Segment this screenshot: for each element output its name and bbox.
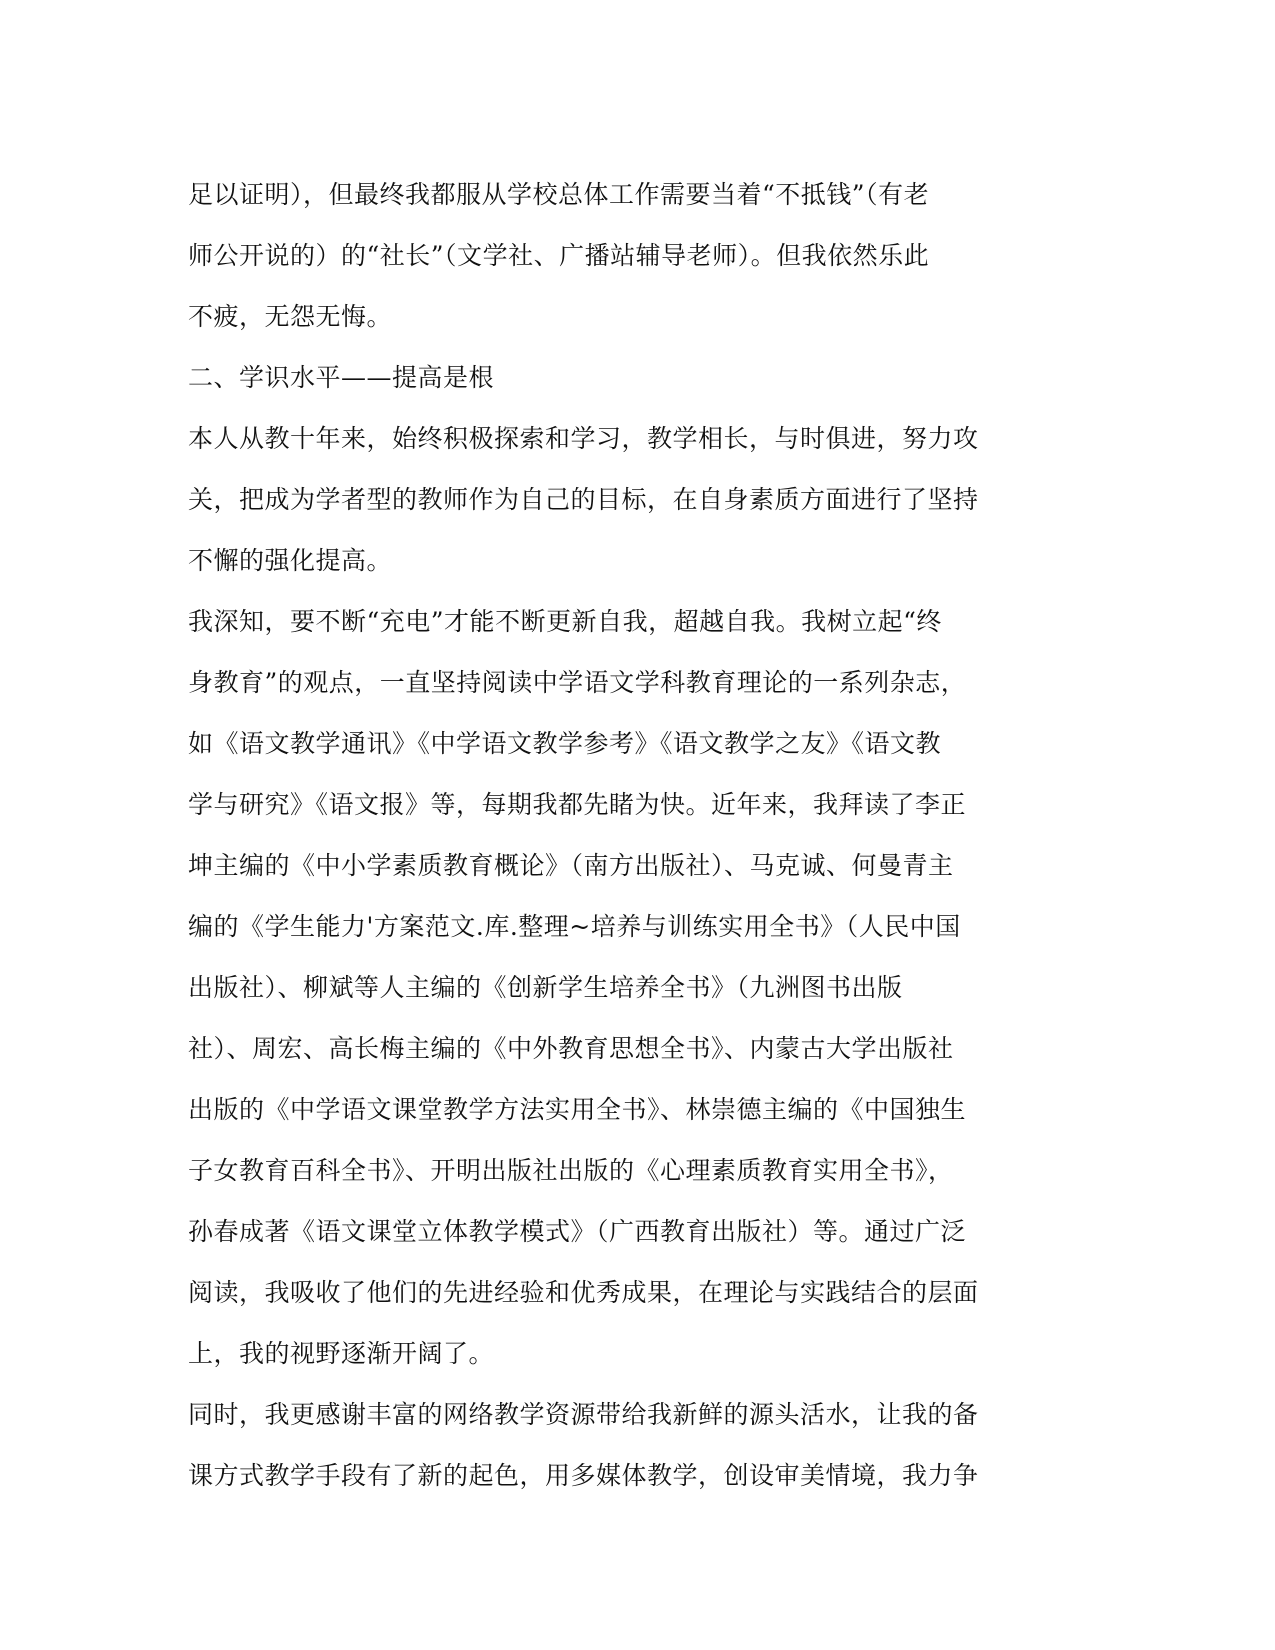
body-text	[188, 164, 988, 1506]
text-line: 我深知，要不断“充电”才能不断更新自我，超越自我。我树立起“终	[188, 607, 942, 636]
text-line: 课方式教学手段有了新的起色，用多媒体教学，创设审美情境，我力争	[188, 1461, 979, 1490]
text-line: 身教育”的观点，一直坚持阅读中学语文学科教育理论的一系列杂志，	[188, 668, 967, 697]
section-heading: 二、学识水平——提高是根	[188, 363, 495, 392]
text-line: 阅读，我吸收了他们的先进经验和优秀成果，在理论与实践结合的层面	[188, 1278, 979, 1307]
text-line: 不疲，无怨无悔。	[188, 302, 393, 331]
text-line: 上，我的视野逐渐开阔了。	[188, 1339, 495, 1368]
text-line: 本人从教十年来，始终积极探索和学习，教学相长，与时俱进，努力攻	[188, 424, 979, 453]
text-line: 学与研究》《语文报》等，每期我都先睹为快。近年来，我拜读了李正	[188, 790, 967, 819]
text-line: 坤主编的《中小学素质教育概论》（南方出版社）、马克诚、何曼青主	[188, 851, 954, 880]
text-line: 足以证明），但最终我都服从学校总体工作需要当着“不抵钱”（有老	[188, 180, 930, 209]
text-line: 出版社）、柳斌等人主编的《创新学生培养全书》（九洲图书出版	[188, 973, 903, 1002]
text-line: 关，把成为学者型的教师作为自己的目标，在自身素质方面进行了坚持	[188, 485, 979, 514]
text-line: 子女教育百科全书》、开明出版社出版的《心理素质教育实用全书》，	[188, 1156, 954, 1185]
text-line: 不懈的强化提高。	[188, 546, 393, 575]
text-line: 同时，我更感谢丰富的网络教学资源带给我新鲜的源头活水，让我的备	[188, 1400, 979, 1429]
text-line: 孙春成著《语文课堂立体教学模式》（广西教育出版社）等。通过广泛	[188, 1217, 967, 1246]
text-line: 师公开说的）的“社长”（文学社、广播站辅导老师）。但我依然乐此	[188, 241, 930, 270]
text-line: 出版的《中学语文课堂教学方法实用全书》、林崇德主编的《中国独生	[188, 1095, 967, 1124]
text-line: 社）、周宏、高长梅主编的《中外教育思想全书》、内蒙古大学出版社	[188, 1034, 954, 1063]
text-line: 如《语文教学通讯》《中学语文教学参考》《语文教学之友》《语文教	[188, 729, 942, 758]
text-line: 编的《学生能力'方案范文.库.整理~培养与训练实用全书》（人民中国	[188, 912, 961, 941]
